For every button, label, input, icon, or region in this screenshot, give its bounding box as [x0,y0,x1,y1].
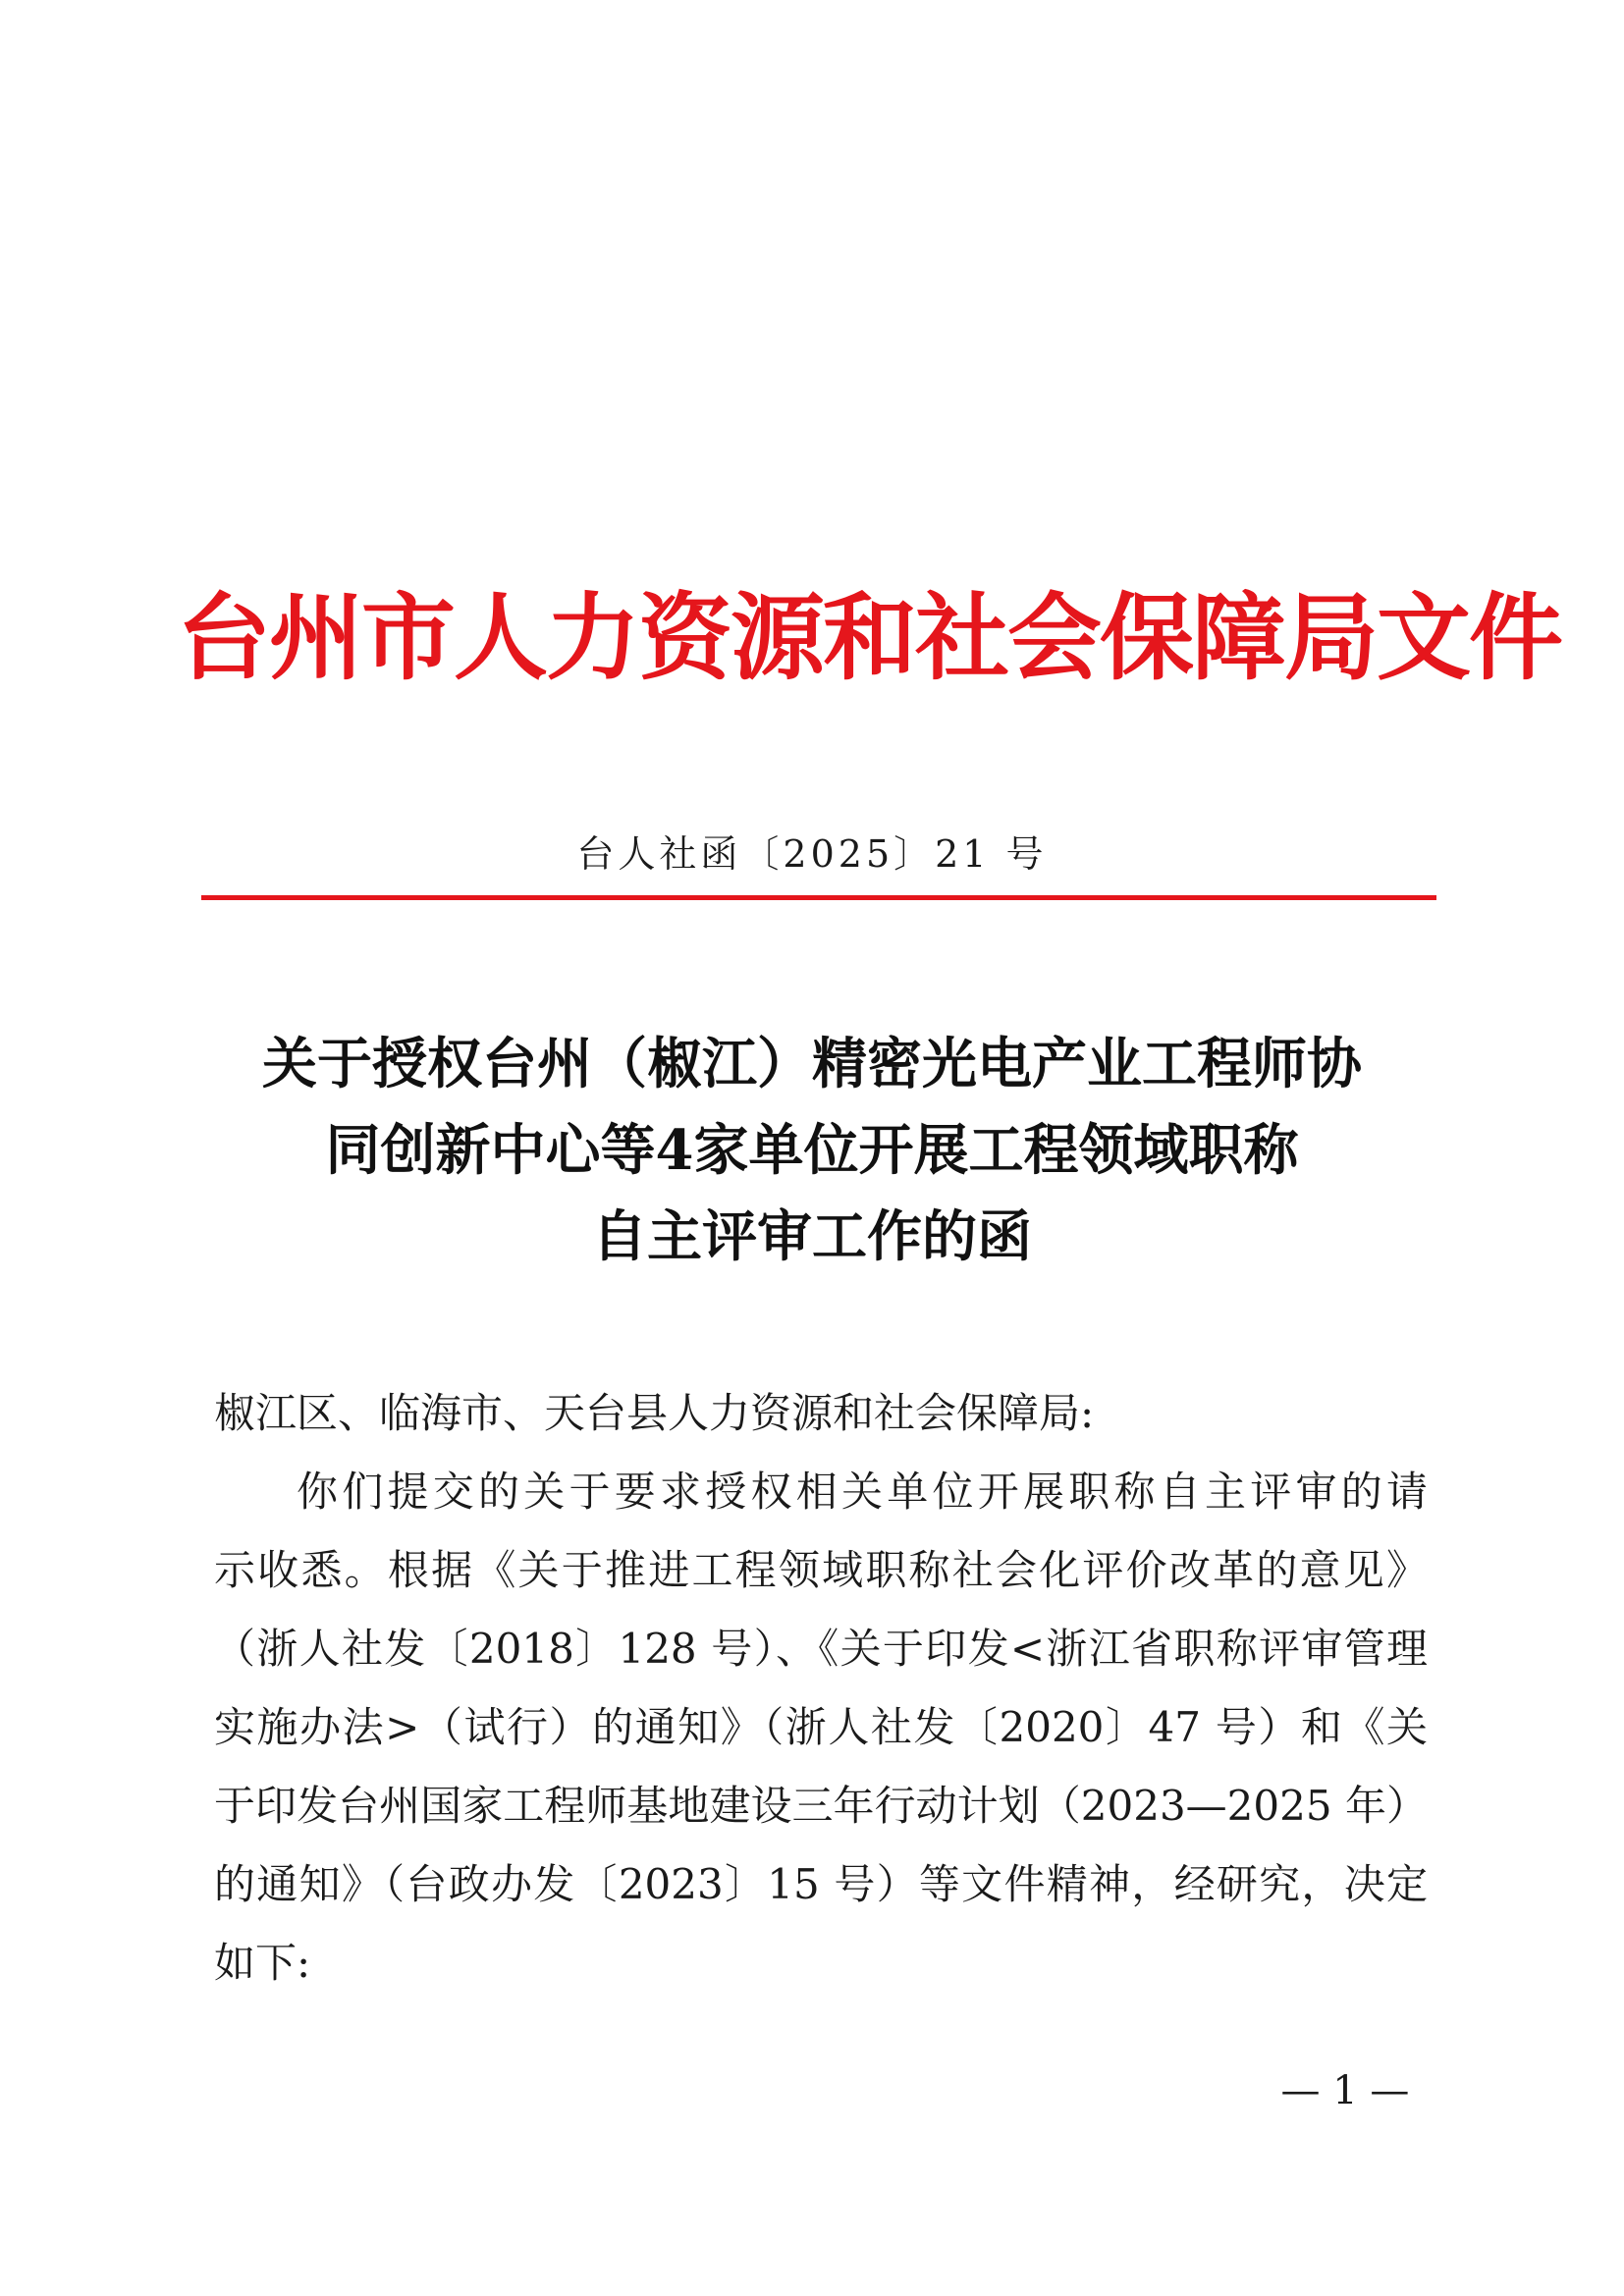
document-subject [177,1021,1447,1280]
body-text-line: 如下: [214,1939,311,1987]
body-text-line: 示收悉。根据《关于推进工程领域职称社会化评价改革的意见》 [214,1546,1428,1594]
body-text-line: 的通知》（台政办发〔2023〕15 号）等文件精神，经研究，决定 [214,1860,1428,1908]
subject-line: 自主评审工作的函 [592,1204,1032,1269]
body-text-line: 你们提交的关于要求授权相关单位开展职称自主评审的请 [297,1468,1428,1516]
page-number: — 1 — [1280,2068,1410,2113]
issuing-organization-title: 台州市人力资源和社会保障局文件 [177,582,1561,693]
body-text-line: 实施办法>（试行）的通知》（浙人社发〔2020〕47 号）和《关 [214,1703,1428,1751]
body-text-line: （浙人社发〔2018〕128 号）、《关于印发<浙江省职称评审管理 [214,1625,1428,1673]
subject-line: 关于授权台州（椒江）精密光电产业工程师协 [262,1032,1362,1096]
red-divider-line [201,895,1436,900]
subject-line: 同创新中心等4家单位开展工程领域职称 [325,1118,1299,1183]
document-number: 台人社函〔2025〕21 号 [576,832,1048,876]
body-text-line: 于印发台州国家工程师基地建设三年行动计划（2023—2025 年） [214,1782,1428,1830]
recipient-line: 椒江区、临海市、天台县人力资源和社会保障局: [214,1389,1095,1437]
document-body [214,1374,1428,2002]
